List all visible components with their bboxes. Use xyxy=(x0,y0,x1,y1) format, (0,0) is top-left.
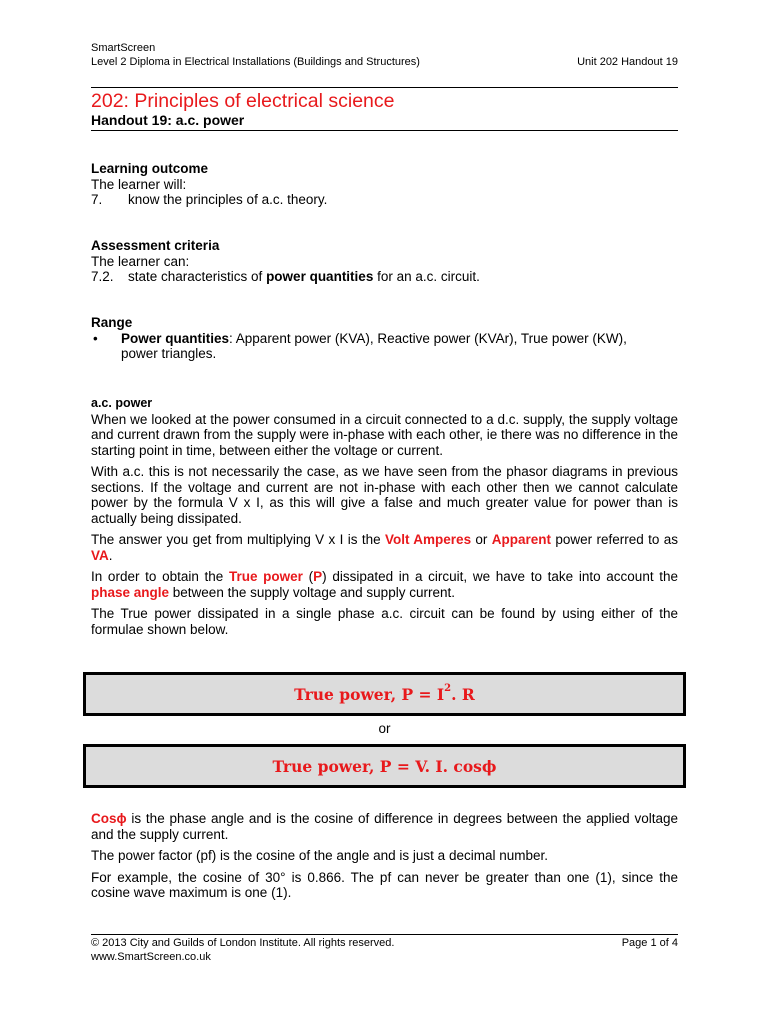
or-separator: or xyxy=(378,721,391,736)
bullet-icon: • xyxy=(93,330,98,346)
ac-power-heading: a.c. power xyxy=(91,396,153,410)
learning-outcome-item xyxy=(91,192,678,208)
header-unit: Unit 202 Handout 19 xyxy=(577,56,678,68)
range-section xyxy=(91,315,678,362)
power-factor-section xyxy=(91,811,678,901)
header-rule xyxy=(91,87,678,88)
assessment-item xyxy=(91,269,678,285)
footer-rule xyxy=(91,934,678,935)
footer-copyright: © 2013 City and Guilds of London Institute. All rights reserved. xyxy=(91,937,395,949)
item-number: 7.2. xyxy=(91,269,114,284)
header-course: Level 2 Diploma in Electrical Installations (Buildings and Structures) xyxy=(91,56,420,68)
range-heading: Range xyxy=(91,315,133,330)
formula-text: True power, P = V. I. cosϕ xyxy=(272,756,497,776)
cosine-example-paragraph: For example, the cosine of 30° is 0.866. The pf can never be greater than one (1), since the cosine wave maximum is one (1). xyxy=(91,869,678,900)
footer-page-number: Page 1 of 4 xyxy=(621,937,678,949)
ac-power-paragraph-1: When we looked at the power consumed in a circuit connected to a d.c. supply, the supply voltage and current drawn from the supply were in-phase with each other, ie there was no difference in the starting point in time, between either the voltage or current. xyxy=(91,411,678,458)
ac-power-paragraph-5: The True power dissipated in a single phase a.c. circuit can be found by using either of the formulae shown below. xyxy=(91,606,678,637)
page-footer xyxy=(91,936,678,964)
assessment-section xyxy=(91,238,678,285)
formula-text: True power, $P = I^2$. R xyxy=(294,683,475,704)
item-number: 7. xyxy=(91,192,103,207)
cos-phi-paragraph: Cosϕ is the phase angle and is the cosine of difference in degrees between the applied voltage and the supply current. xyxy=(91,811,678,842)
ac-power-paragraph-2: With a.c. this is not necessarily the case, as we have seen from the phasor diagrams in previous sections. If the voltage and current are not in-phase with each other then we cannot calculate power by the formula V x I, as this will give a false and much greater value for power than is actually being dissipated. xyxy=(91,464,678,526)
page-title: 202: Principles of electrical science xyxy=(91,90,395,112)
ac-power-paragraph-3: The answer you get from multiplying V x I is the Volt Amperes or Apparent power referred to as VA. xyxy=(91,532,678,563)
power-factor-paragraph: The power factor (pf) is the cosine of the angle and is just a decimal number. xyxy=(91,848,548,863)
formula-box-true-power-i2r xyxy=(83,672,686,716)
page-header xyxy=(91,41,678,69)
range-bullet xyxy=(91,331,678,362)
footer-website: www.SmartScreen.co.uk xyxy=(91,951,211,963)
title-rule xyxy=(91,130,678,131)
item-text: state characteristics of power quantities for an a.c. circuit. xyxy=(128,269,480,284)
assessment-intro: The learner can: xyxy=(91,253,190,269)
header-org: SmartScreen xyxy=(91,42,156,54)
assessment-heading: Assessment criteria xyxy=(91,238,220,253)
bullet-text: Power quantities: Apparent power (KVA), Reactive power (KVAr), True power (KW), power triangles. xyxy=(121,330,627,361)
formula-box-true-power-vicos xyxy=(83,744,686,788)
item-text: know the principles of a.c. theory. xyxy=(128,192,328,207)
page-subtitle: Handout 19: a.c. power xyxy=(91,112,245,128)
learning-outcome-intro: The learner will: xyxy=(91,176,187,192)
learning-outcome-section xyxy=(91,161,678,208)
ac-power-section xyxy=(91,396,678,637)
learning-outcome-heading: Learning outcome xyxy=(91,161,209,176)
ac-power-paragraph-4: In order to obtain the True power (P) dissipated in a circuit, we have to take into account the phase angle between the supply voltage and supply current. xyxy=(91,569,679,600)
